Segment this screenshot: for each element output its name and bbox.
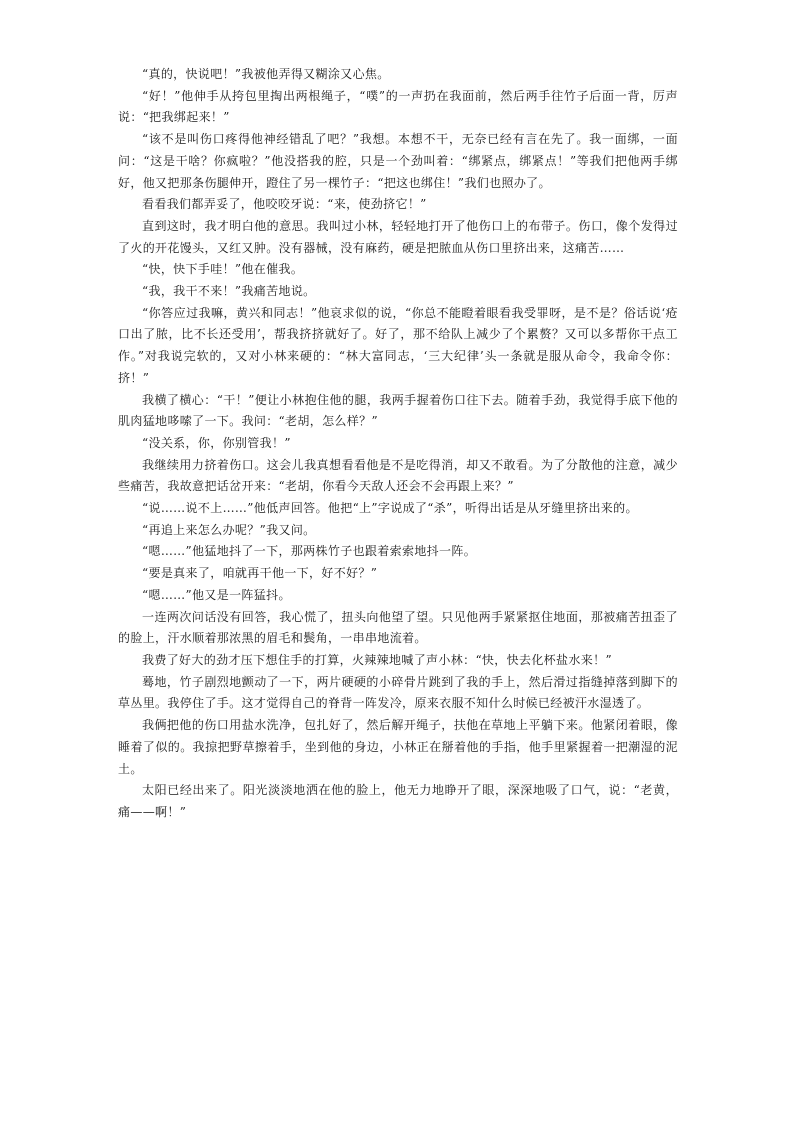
paragraph: “说……说不上……”他低声回答。他把“上”字说成了“杀”，听得出话是从牙缝里挤出来的。 — [142, 501, 638, 516]
paragraph: 看看我们都弄妥了，他咬咬牙说：“来，使劲挤它！” — [142, 197, 427, 212]
paragraph: “快，快下手哇！”他在催我。 — [142, 262, 304, 277]
paragraph: 太阳已经出来了。阳光淡淡地洒在他的脸上，他无力地睁开了眼，深深地吸了口气，说：“老黄，痛——啊！” — [118, 783, 678, 819]
paragraph: “没关系，你，你别管我！” — [142, 435, 291, 450]
paragraph: 我费了好大的劲才压下想住手的打算，火辣辣地喊了声小林：“快，快去化杯盐水来！” — [142, 652, 612, 667]
paragraph: “该不是叫伤口疼得他神经错乱了吧？”我想。本想不干，无奈已经有言在先了。我一面绑，一面问：“这是干啥？你疯啦？”他没搭我的腔，只是一个劲叫着：“绑紧点，绑紧点！”等我们把他两手绑好，他又把那条伤腿伸开，蹬住了另一棵竹子：“把这也绑住！”我们也照办了。 — [118, 132, 678, 190]
paragraph: “要是真来了，咱就再干他一下，好不好？” — [142, 566, 378, 581]
paragraph: “嗯……”他猛地抖了一下，那两株竹子也跟着索索地抖一阵。 — [142, 544, 477, 559]
document-page — [118, 64, 678, 824]
paragraph: “我，我干不来！”我痛苦地说。 — [142, 284, 316, 299]
paragraph: “再追上来怎么办呢？”我又问。 — [142, 522, 316, 537]
paragraph: 一连两次问话没有回答，我心慌了，扭头向他望了望。只见他两手紧紧抠住地面，那被痛苦扭歪了的脸上，汗水顺着那浓黑的眉毛和鬓角，一串串地流着。 — [118, 609, 678, 646]
paragraph: 我俩把他的伤口用盐水洗净，包扎好了，然后解开绳子，扶他在草地上平躺下来。他紧闭着眼，像睡着了似的。我掠把野草擦着手，坐到他的身边，小林正在掰着他的手指，他手里紧握着一把潮湿的泥土。 — [118, 718, 678, 776]
paragraph: 我继续用力挤着伤口。这会儿我真想看看他是不是吃得消，却又不敢看。为了分散他的注意，减少些痛苦，我故意把话岔开来：“老胡，你看今天敌人还会不会再跟上来？” — [118, 457, 678, 494]
paragraph: “真的，快说吧！”我被他弄得又糊涂又心焦。 — [142, 67, 390, 81]
paragraph: 我横了横心：“干！”便让小林抱住他的腿，我两手握着伤口往下去。随着手劲，我觉得手底下他的肌肉猛地哆嗦了一下。我问：“老胡，怎么样？” — [118, 392, 678, 429]
paragraph: 蓦地，竹子剧烈地颤动了一下，两片硬硬的小碎骨片跳到了我的手上，然后滑过指缝掉落到脚下的草丛里。我停住了手。这才觉得自己的脊背一阵发冷，原来衣服不知什么时候已经被汗水湿透了。 — [118, 674, 678, 711]
paragraph: “好！”他伸手从挎包里掏出两根绳子，“噗”的一声扔在我面前，然后两手往竹子后面一背，厉声说：“把我绑起来！” — [118, 88, 678, 125]
paragraph: “嗯……”他又是一阵猛抖。 — [142, 587, 291, 602]
paragraph: “你答应过我嘛，黄兴和同志！”他哀求似的说，“你总不能瞪着眼看我受罪呀，是不是？俗话说‘疮口出了脓，比不长还受用’，帮我挤挤就好了。好了，那不给队上减少了个累赘？又可以多帮你干点工作。”对我说完软的，又对小林来硬的：“林大富同志，‘三大纪律’头一条就是服从命令，我命令你：挤！” — [118, 305, 678, 385]
paragraph: 直到这时，我才明白他的意思。我叫过小林，轻轻地打开了他伤口上的布带子。伤口，像个发得过了火的开花馒头，又红又肿。没有器械，没有麻药，硬是把脓血从伤口里挤出来，这痛苦…… — [118, 218, 678, 255]
